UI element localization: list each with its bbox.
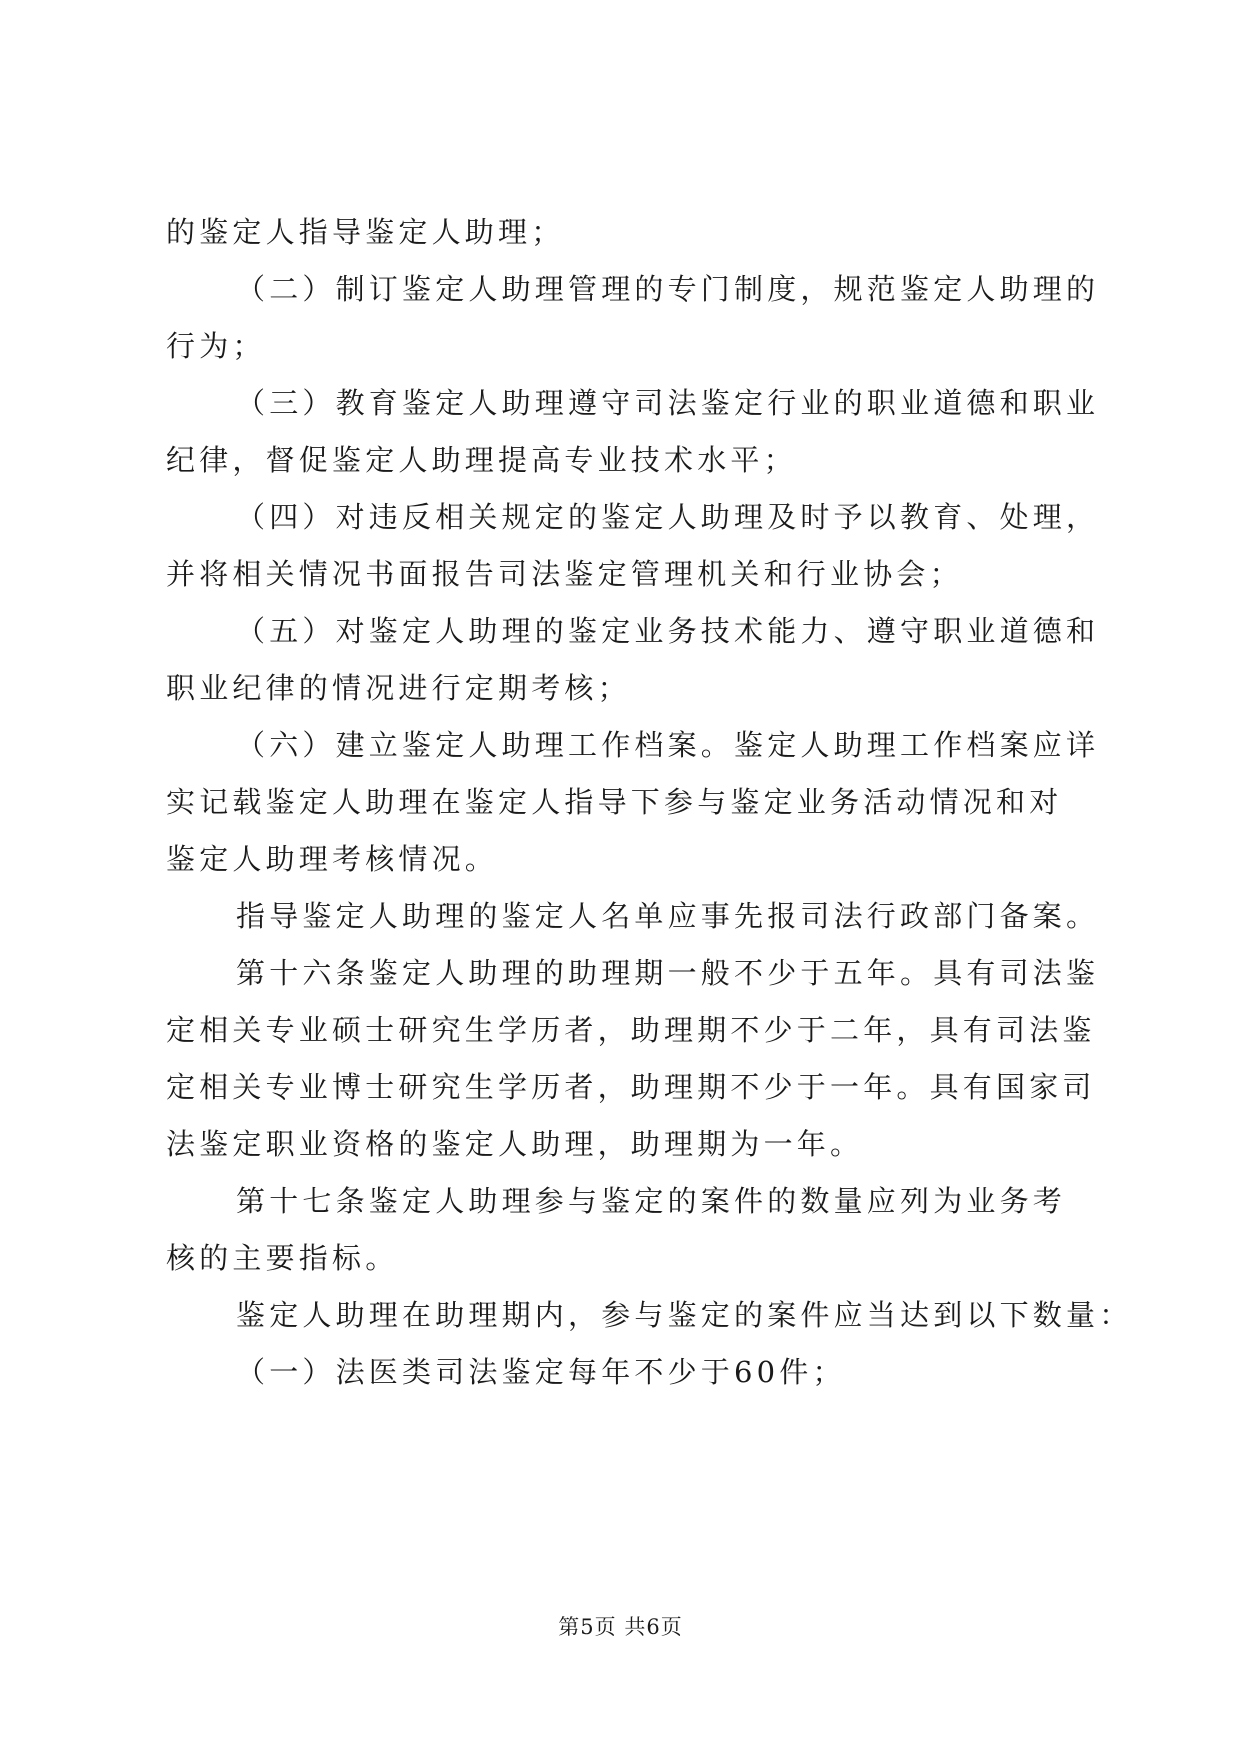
text-line: 行为； [166, 329, 266, 363]
text-line: 并将相关情况书面报告司法鉴定管理机关和行业协会； [166, 557, 963, 591]
text-line: 指导鉴定人助理的鉴定人名单应事先报司法行政部门备案。 [236, 899, 1100, 933]
text-line: （五）对鉴定人助理的鉴定业务技术能力、遵守职业道德和 [236, 614, 1100, 648]
text-line: 第十六条鉴定人助理的助理期一般不少于五年。具有司法鉴 [236, 956, 1100, 990]
text-line: （二）制订鉴定人助理管理的专门制度，规范鉴定人助理的 [236, 272, 1100, 306]
text-line: 第十七条鉴定人助理参与鉴定的案件的数量应列为业务考 [236, 1184, 1067, 1218]
text-line: 鉴定人助理在助理期内，参与鉴定的案件应当达到以下数量： [236, 1298, 1133, 1332]
text-line: 的鉴定人指导鉴定人助理； [166, 215, 565, 249]
text-line: （六）建立鉴定人助理工作档案。鉴定人助理工作档案应详 [236, 728, 1100, 762]
page-number-footer: 第5页 共6页 [558, 1615, 683, 1639]
text-line: 定相关专业硕士研究生学历者，助理期不少于二年，具有司法鉴 [166, 1013, 1096, 1047]
text-line: （一）法医类司法鉴定每年不少于60件； [236, 1355, 846, 1389]
text-line: 定相关专业博士研究生学历者，助理期不少于一年。具有国家司 [166, 1070, 1096, 1104]
text-line: （三）教育鉴定人助理遵守司法鉴定行业的职业道德和职业 [236, 386, 1100, 420]
text-line: 实记载鉴定人助理在鉴定人指导下参与鉴定业务活动情况和对 [166, 785, 1063, 819]
text-line: 鉴定人助理考核情况。 [166, 842, 499, 876]
text-line: 纪律，督促鉴定人助理提高专业技术水平； [166, 443, 797, 477]
text-line: （四）对违反相关规定的鉴定人助理及时予以教育、处理， [236, 500, 1100, 534]
text-line: 职业纪律的情况进行定期考核； [166, 671, 631, 705]
text-line: 核的主要指标。 [166, 1241, 399, 1275]
text-line: 法鉴定职业资格的鉴定人助理，助理期为一年。 [166, 1127, 864, 1161]
